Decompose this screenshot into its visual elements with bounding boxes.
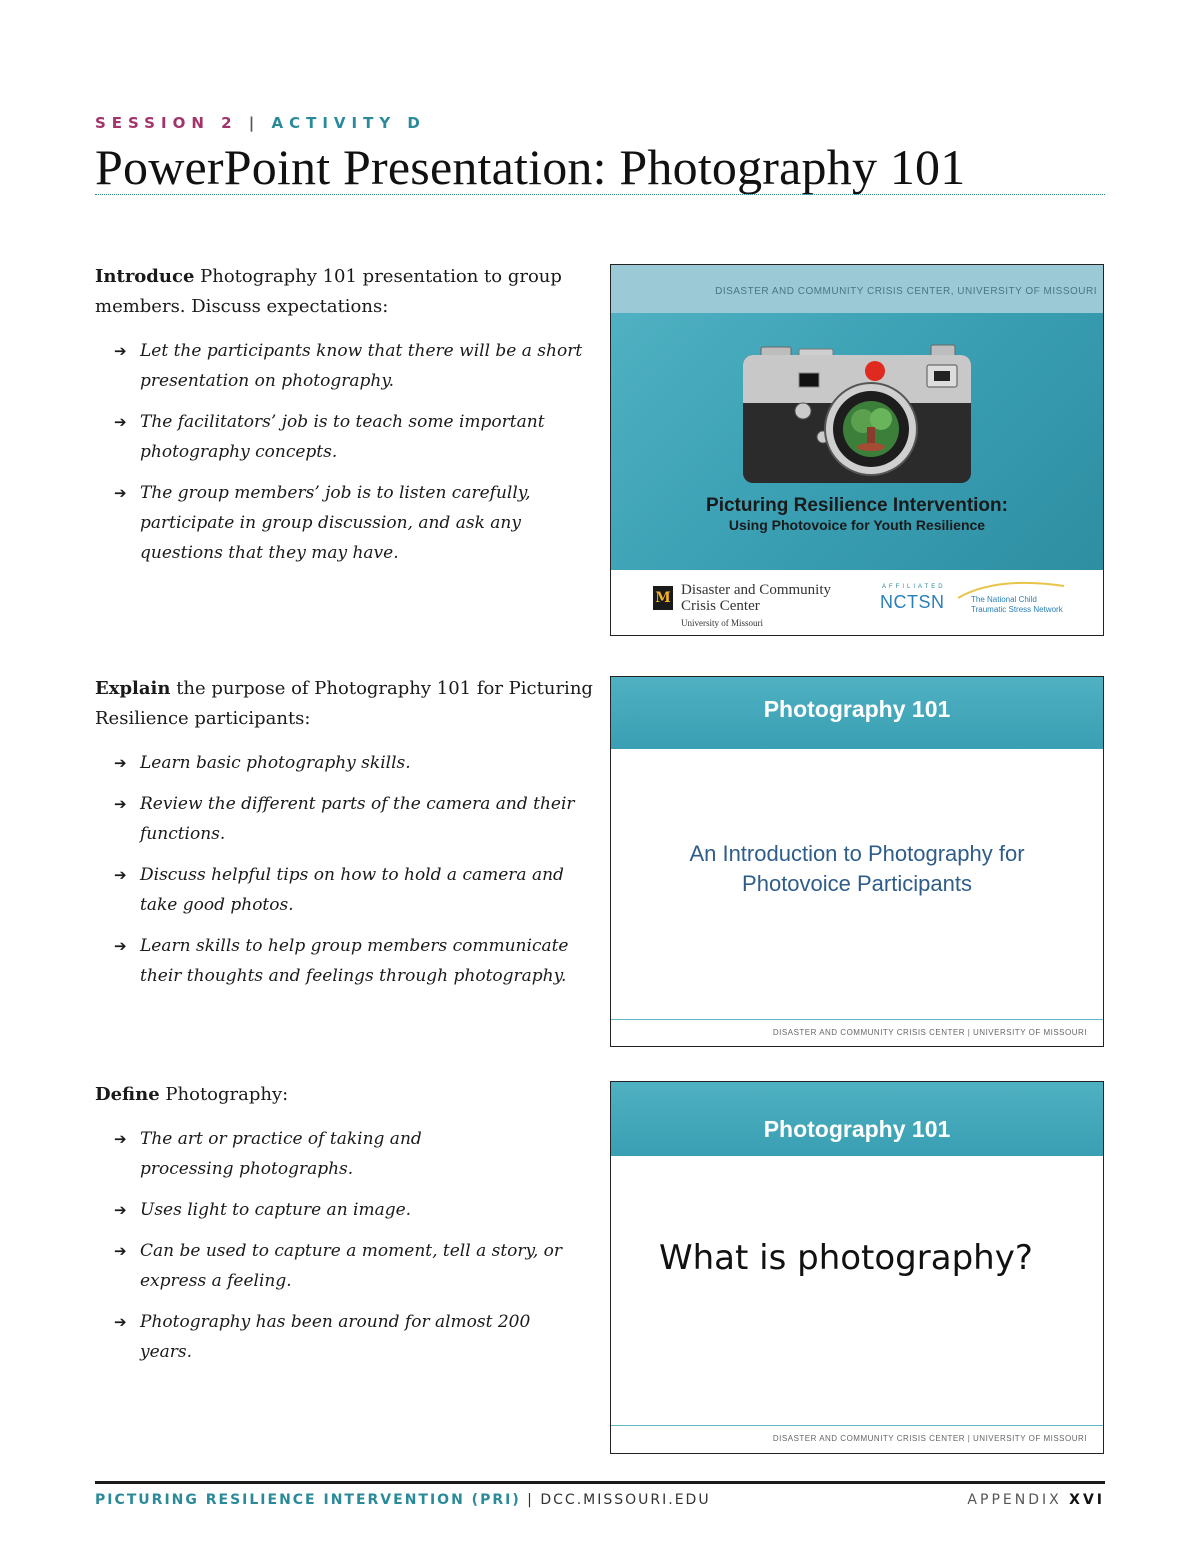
lead-text: the purpose of Photography 101 for Picturing Resilience participants:: [95, 678, 593, 729]
list-item: [95, 931, 595, 991]
nctsn-logo: NCTSN: [880, 592, 945, 612]
footer-program-name: PICTURING RESILIENCE INTERVENTION (PRI): [95, 1492, 521, 1508]
list-item: [95, 748, 595, 778]
section-lead: [95, 1080, 595, 1110]
dccc-logo-line: Disaster and Community: [681, 582, 831, 598]
slide-subtitle: Using Photovoice for Youth Resilience: [728, 517, 986, 533]
slide-title: Picturing Resilience Intervention:: [706, 495, 1008, 516]
list-item-text: Photography has been around for almost 200 years.: [140, 1312, 531, 1362]
slide-footer-text: DISASTER AND COMMUNITY CRISIS CENTER | UNIVERSITY OF MISSOURI: [772, 1028, 1087, 1037]
arrow-bullet-icon: ➔: [114, 795, 127, 813]
nctsn-logo-line: Traumatic Stress Network: [971, 605, 1063, 614]
slide-footer-rule: [611, 1425, 1103, 1426]
lead-text: Photography 101 presentation to group members. Discuss expectations:: [95, 266, 562, 317]
nctsn-logo-text: [971, 595, 1063, 615]
list-item-text: Uses light to capture an image.: [140, 1200, 412, 1220]
arrow-bullet-icon: ➔: [114, 1201, 127, 1219]
list-item: [95, 1195, 595, 1225]
dccc-logo-text: [681, 582, 831, 614]
footer-appendix: [967, 1492, 1105, 1508]
slide-footer-rule: [611, 1019, 1103, 1020]
section-introduce: [95, 262, 595, 579]
slide-footer-text: DISASTER AND COMMUNITY CRISIS CENTER | UNIVERSITY OF MISSOURI: [772, 1434, 1087, 1443]
list-item: [95, 789, 595, 849]
arrow-bullet-icon: ➔: [114, 1130, 127, 1148]
lead-keyword: Introduce: [95, 266, 195, 287]
activity-label: ACTIVITY D: [271, 114, 426, 132]
lead-keyword: Explain: [95, 678, 171, 699]
list-item-text: Discuss helpful tips on how to hold a camera and take good photos.: [140, 865, 564, 915]
slide-header-band: [611, 677, 1103, 749]
session-label: SESSION 2: [95, 114, 238, 132]
footer-divider: [95, 1481, 1105, 1484]
header-separator: |: [248, 114, 261, 132]
arrow-bullet-icon: ➔: [114, 937, 127, 955]
footer-site: DCC.MISSOURI.EDU: [540, 1492, 711, 1508]
arrow-bullet-icon: ➔: [114, 866, 127, 884]
title-divider: [95, 194, 1105, 195]
dccc-logo-line: Crisis Center: [681, 598, 760, 614]
slide-intro: [610, 676, 1104, 1047]
section-lead: [95, 262, 595, 322]
list-item: [95, 860, 595, 920]
list-item-text: Learn skills to help group members communicate their thoughts and feelings through photography.: [140, 936, 569, 986]
list-item-text: Can be used to capture a moment, tell a story, or express a feeling.: [140, 1241, 563, 1291]
arrow-bullet-icon: ➔: [114, 1313, 127, 1331]
slide-header-band: [611, 1082, 1103, 1156]
list-item-text: The group members’ job is to listen carefully, participate in group discussion, and ask any questions that they may have.: [140, 483, 531, 563]
page-title: PowerPoint Presentation: Photography 101: [95, 139, 966, 195]
appendix-label: APPENDIX: [967, 1492, 1062, 1508]
arrow-bullet-icon: ➔: [114, 413, 127, 431]
camera-icon: [741, 339, 973, 487]
slide-logo-strip: [611, 570, 1103, 636]
slide-main-panel: [611, 313, 1103, 570]
slide-what-is-photography: [610, 1081, 1104, 1454]
list-item: [95, 407, 595, 467]
nctsn-logo-line: The National Child: [971, 595, 1037, 604]
list-item-text: Learn basic photography skills.: [140, 753, 411, 773]
list-item: [95, 1307, 595, 1367]
footer-brand: [95, 1492, 711, 1508]
appendix-number: XVI: [1069, 1492, 1105, 1508]
arrow-bullet-icon: ➔: [114, 1242, 127, 1260]
bullet-list: [95, 1124, 595, 1367]
nctsn-affiliated-label: AFFILIATED: [882, 584, 946, 590]
list-item-text: The facilitators’ job is to teach some important photography concepts.: [140, 412, 545, 462]
lead-keyword: Define: [95, 1084, 160, 1105]
arrow-bullet-icon: ➔: [114, 342, 127, 360]
slide-body-line: An Introduction to Photography for: [689, 841, 1025, 866]
slide-top-band: [611, 265, 1103, 313]
slide-body-text: What is photography?: [659, 1238, 1033, 1278]
slide-body-text: [611, 839, 1103, 899]
arrow-bullet-icon: ➔: [114, 754, 127, 772]
arrow-bullet-icon: ➔: [114, 484, 127, 502]
slide-header-title: Photography 101: [763, 1116, 951, 1142]
list-item: [95, 478, 595, 568]
list-item-text: Review the different parts of the camera and their functions.: [140, 794, 575, 844]
session-activity-label: [95, 114, 426, 132]
list-item: [95, 336, 595, 396]
lead-text: Photography:: [159, 1084, 289, 1105]
list-item: [95, 1236, 595, 1296]
slide-header-title: Photography 101: [763, 696, 951, 722]
slide-title-card: [610, 264, 1104, 636]
bullet-list: [95, 336, 595, 568]
list-item-text: Let the participants know that there will be a short presentation on photography.: [140, 341, 583, 391]
section-lead: [95, 674, 595, 734]
slide-org-banner: DISASTER AND COMMUNITY CRISIS CENTER, UNIVERSITY OF MISSOURI: [715, 286, 1097, 297]
list-item: [95, 1124, 595, 1184]
list-item-text: The art or practice of taking and processing photographs.: [140, 1129, 422, 1179]
dccc-logo-university: University of Missouri: [681, 618, 763, 628]
section-define: [95, 1080, 595, 1378]
slide-body-line: Photovoice Participants: [742, 871, 972, 896]
section-explain: [95, 674, 595, 1002]
bullet-list: [95, 748, 595, 991]
footer-separator: |: [520, 1492, 541, 1508]
mizzou-logo: M: [653, 586, 673, 610]
